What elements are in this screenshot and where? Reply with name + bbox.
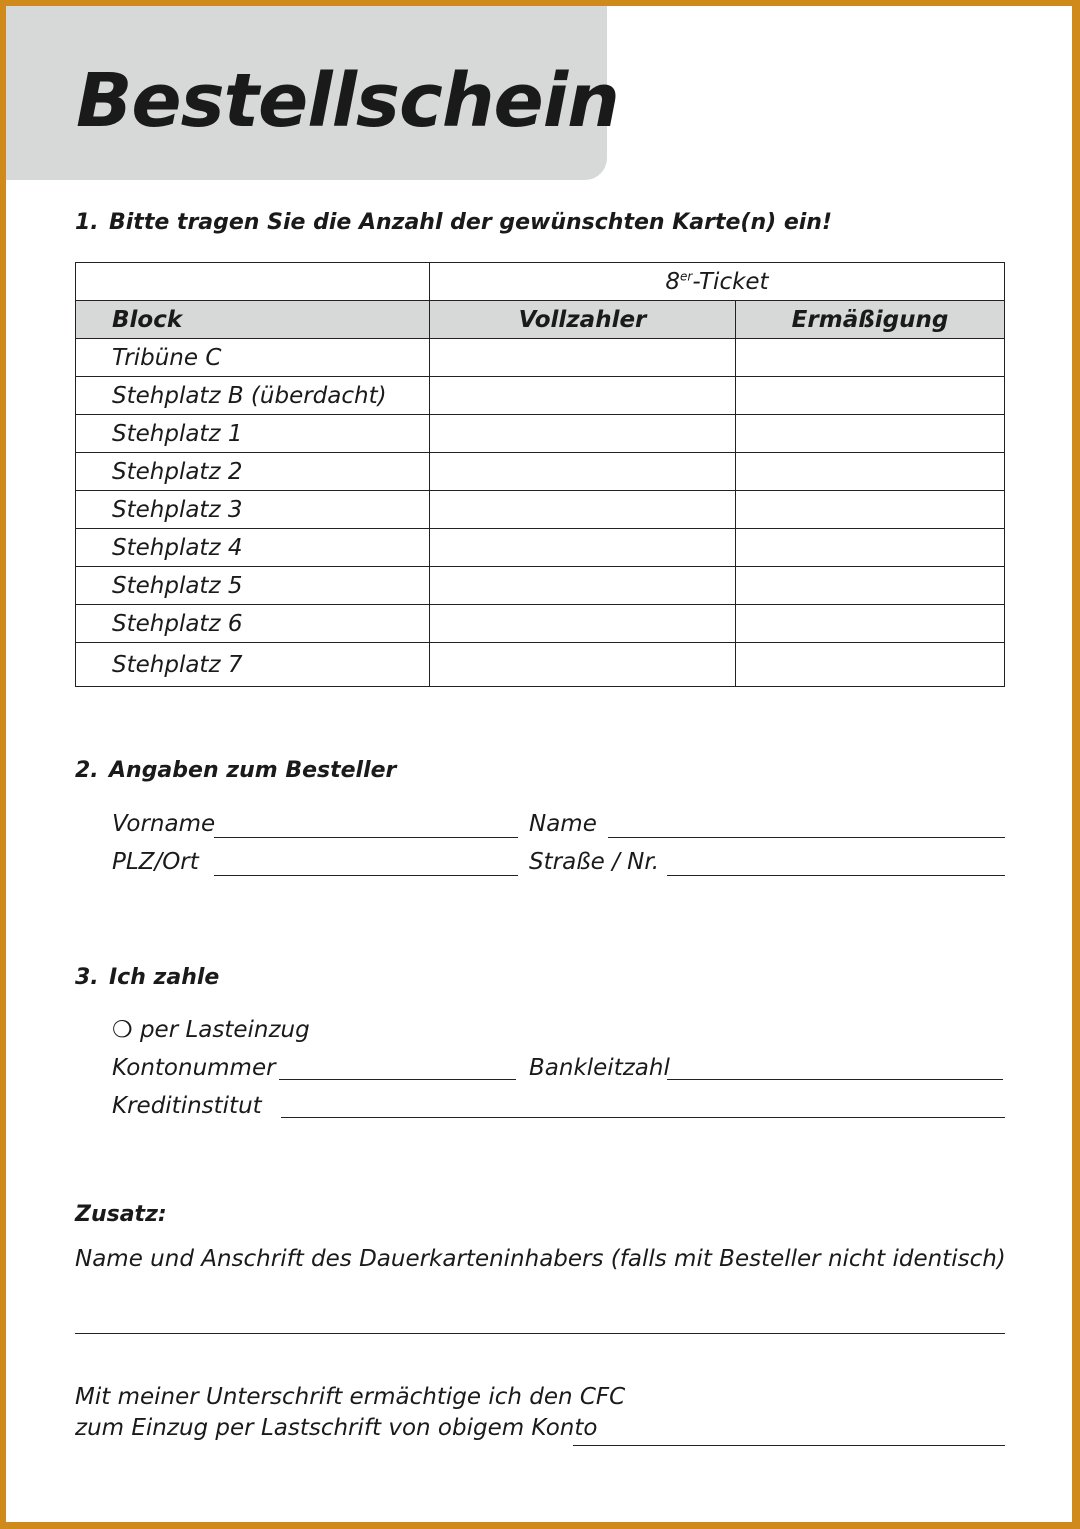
block-name: Stehplatz B (überdacht) bbox=[76, 377, 430, 415]
table-row bbox=[76, 643, 1005, 687]
konto-label: Kontonummer bbox=[112, 1055, 276, 1081]
institut-label: Kreditinstitut bbox=[112, 1093, 262, 1119]
block-name: Stehplatz 3 bbox=[76, 491, 430, 529]
section3-heading: 3. Ich zahle bbox=[75, 965, 220, 990]
ticket-table bbox=[75, 262, 1005, 687]
blz-label: Bankleitzahl bbox=[529, 1055, 670, 1081]
table-row bbox=[76, 415, 1005, 453]
vollzahler-cell[interactable] bbox=[430, 453, 736, 491]
col-block: Block bbox=[76, 301, 430, 339]
table-row bbox=[76, 491, 1005, 529]
block-name: Stehplatz 6 bbox=[76, 605, 430, 643]
ticket-group-header: 8er-Ticket bbox=[430, 263, 1005, 301]
table-row bbox=[76, 529, 1005, 567]
name-field[interactable] bbox=[608, 837, 1005, 838]
signature-text-1: Mit meiner Unterschrift ermächtige ich den CFC bbox=[75, 1384, 626, 1410]
section1-heading: 1. Bitte tragen Sie die Anzahl der gewünschten Karte(n) ein! bbox=[75, 210, 832, 235]
vorname-label: Vorname bbox=[112, 811, 216, 837]
page-title: Bestellschein bbox=[76, 58, 619, 144]
vorname-field[interactable] bbox=[214, 837, 518, 838]
vollzahler-cell[interactable] bbox=[430, 643, 736, 687]
plz-label: PLZ/Ort bbox=[112, 849, 199, 875]
vollzahler-cell[interactable] bbox=[430, 529, 736, 567]
ermaessigung-cell[interactable] bbox=[736, 491, 1005, 529]
block-name: Stehplatz 4 bbox=[76, 529, 430, 567]
signature-text-2: zum Einzug per Lastschrift von obigem Konto bbox=[75, 1415, 598, 1441]
ermaessigung-cell[interactable] bbox=[736, 643, 1005, 687]
vollzahler-cell[interactable] bbox=[430, 415, 736, 453]
lasteinzug-option[interactable]: ❍ per Lasteinzug bbox=[112, 1017, 310, 1043]
vollzahler-cell[interactable] bbox=[430, 567, 736, 605]
ermaessigung-cell[interactable] bbox=[736, 529, 1005, 567]
block-name: Stehplatz 5 bbox=[76, 567, 430, 605]
vollzahler-cell[interactable] bbox=[430, 605, 736, 643]
table-row bbox=[76, 567, 1005, 605]
ermaessigung-cell[interactable] bbox=[736, 567, 1005, 605]
blz-field[interactable] bbox=[667, 1079, 1003, 1080]
block-name: Stehplatz 7 bbox=[76, 643, 430, 687]
block-name: Tribüne C bbox=[76, 339, 430, 377]
header-box bbox=[6, 6, 619, 180]
signature-field[interactable] bbox=[573, 1445, 1005, 1446]
ermaessigung-cell[interactable] bbox=[736, 377, 1005, 415]
order-form bbox=[6, 6, 1072, 1522]
table-row bbox=[76, 377, 1005, 415]
col-ermaessigung: Ermäßigung bbox=[736, 301, 1005, 339]
zusatz-field[interactable] bbox=[75, 1333, 1005, 1334]
ermaessigung-cell[interactable] bbox=[736, 415, 1005, 453]
vollzahler-cell[interactable] bbox=[430, 377, 736, 415]
table-row bbox=[76, 339, 1005, 377]
name-label: Name bbox=[529, 811, 597, 837]
strasse-field[interactable] bbox=[667, 875, 1005, 876]
plz-field[interactable] bbox=[214, 875, 518, 876]
ermaessigung-cell[interactable] bbox=[736, 605, 1005, 643]
block-name: Stehplatz 2 bbox=[76, 453, 430, 491]
table-row bbox=[76, 453, 1005, 491]
section2-heading: 2. Angaben zum Besteller bbox=[75, 758, 397, 783]
col-vollzahler: Vollzahler bbox=[430, 301, 736, 339]
institut-field[interactable] bbox=[281, 1117, 1005, 1118]
zusatz-text: Name und Anschrift des Dauerkarteninhabers (falls mit Besteller nicht identisch) bbox=[75, 1246, 1006, 1272]
block-name: Stehplatz 1 bbox=[76, 415, 430, 453]
zusatz-heading: Zusatz: bbox=[75, 1202, 167, 1227]
ermaessigung-cell[interactable] bbox=[736, 453, 1005, 491]
ermaessigung-cell[interactable] bbox=[736, 339, 1005, 377]
radio-circle-icon[interactable]: ❍ bbox=[112, 1017, 133, 1043]
strasse-label: Straße / Nr. bbox=[529, 849, 660, 875]
vollzahler-cell[interactable] bbox=[430, 491, 736, 529]
vollzahler-cell[interactable] bbox=[430, 339, 736, 377]
table-row bbox=[76, 605, 1005, 643]
konto-field[interactable] bbox=[279, 1079, 516, 1080]
